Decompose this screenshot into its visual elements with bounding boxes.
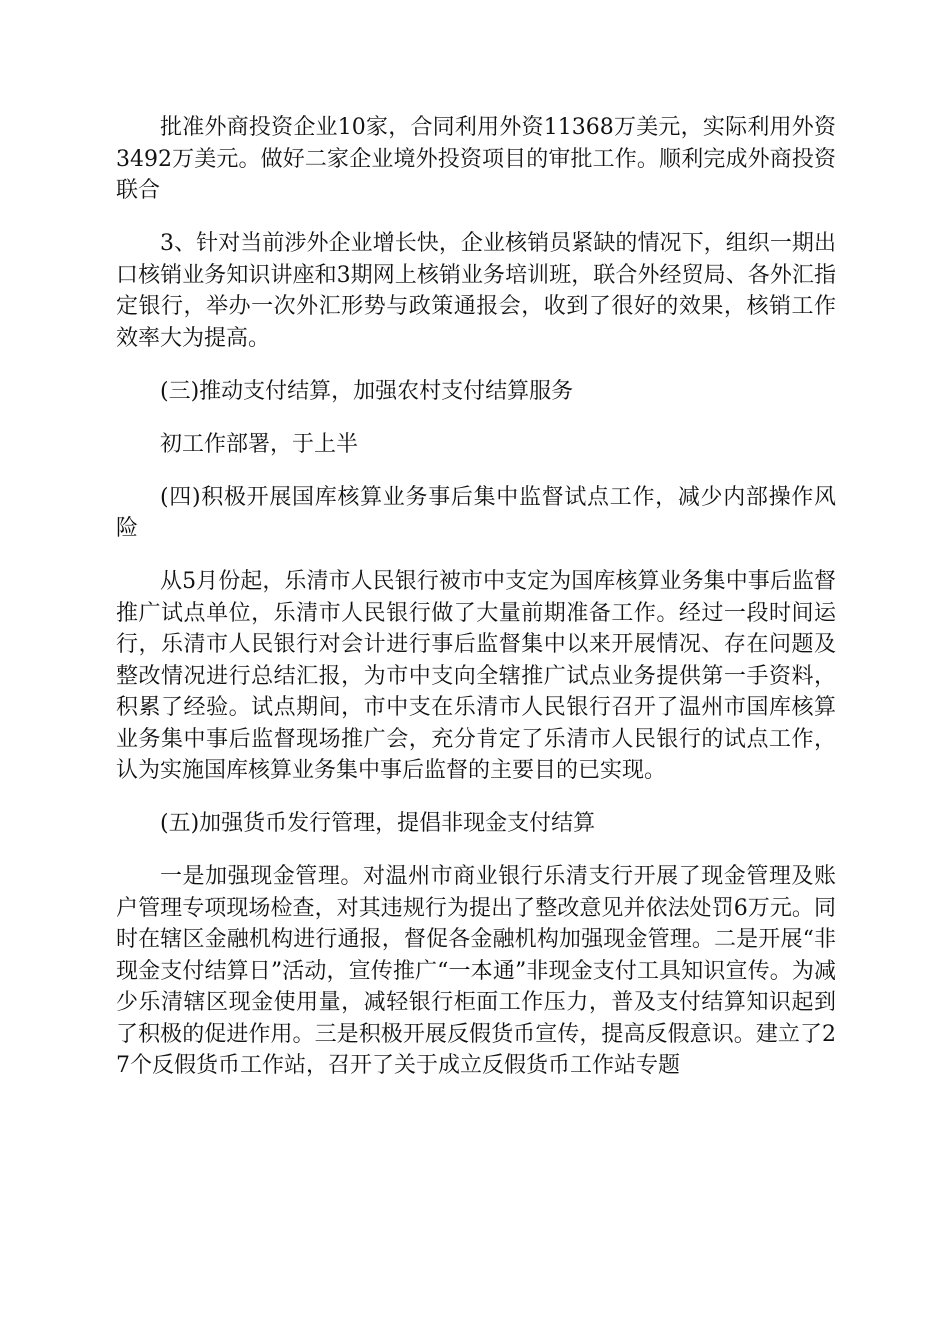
section-heading-treasury-supervision: (四)积极开展国库核算业务事后集中监督试点工作，减少内部操作风险 (116, 484, 836, 541)
paragraph-verification-training: 3、针对当前涉外企业增长快，企业核销员紧缺的情况下，组织一期出口核销业务知识讲座和3期网上核销业务培训班，联合外经贸局、各外汇指定银行，举办一次外汇形势与政策通报会，收到了很好的效果，核销工作效率大为提高。 (116, 231, 836, 351)
paragraph-cash-management: 一是加强现金管理。对温州市商业银行乐清支行开展了现金管理及账户管理专项现场检查，对其违规行为提出了整改意见并依法处罚6万元。同时在辖区金融机构进行通报，督促各金融机构加强现金管理。二是开展“非现金支付结算日”活动，宣传推广“一本通”非现金支付工具知识宣传。为减少乐清辖区现金使用量，减轻银行柜面工作压力，普及支付结算知识起到了积极的促进作用。三是积极开展反假货币宣传，提高反假意识。建立了27个反假货币工作站，召开了关于成立反假货币工作站专题 (116, 864, 836, 1078)
document-body (116, 112, 836, 1103)
paragraph-foreign-investment: 批准外商投资企业10家，合同利用外资11368万美元，实际利用外资3492万美元。做好二家企业境外投资项目的审批工作。顺利完成外商投资联合 (116, 115, 836, 203)
paragraph-work-deployment: 初工作部署，于上半 (160, 431, 359, 457)
paragraph-treasury-pilot: 从5月份起，乐清市人民银行被市中支定为国库核算业务集中事后监督推广试点单位，乐清市人民银行做了大量前期准备工作。经过一段时间运行，乐清市人民银行对会计进行事后监督集中以来开展情况、存在问题及整改情况进行总结汇报，为市中支向全辖推广试点业务提供第一手资料，积累了经验。试点期间，市中支在乐清市人民银行召开了温州市国库核算业务集中事后监督现场推广会，充分肯定了乐清市人民银行的试点工作，认为实施国库核算业务集中事后监督的主要目的已实现。 (116, 569, 836, 783)
section-heading-payment-settlement: (三)推动支付结算，加强农村支付结算服务 (160, 378, 574, 404)
section-heading-currency-issuance: (五)加强货币发行管理，提倡非现金支付结算 (160, 811, 596, 836)
